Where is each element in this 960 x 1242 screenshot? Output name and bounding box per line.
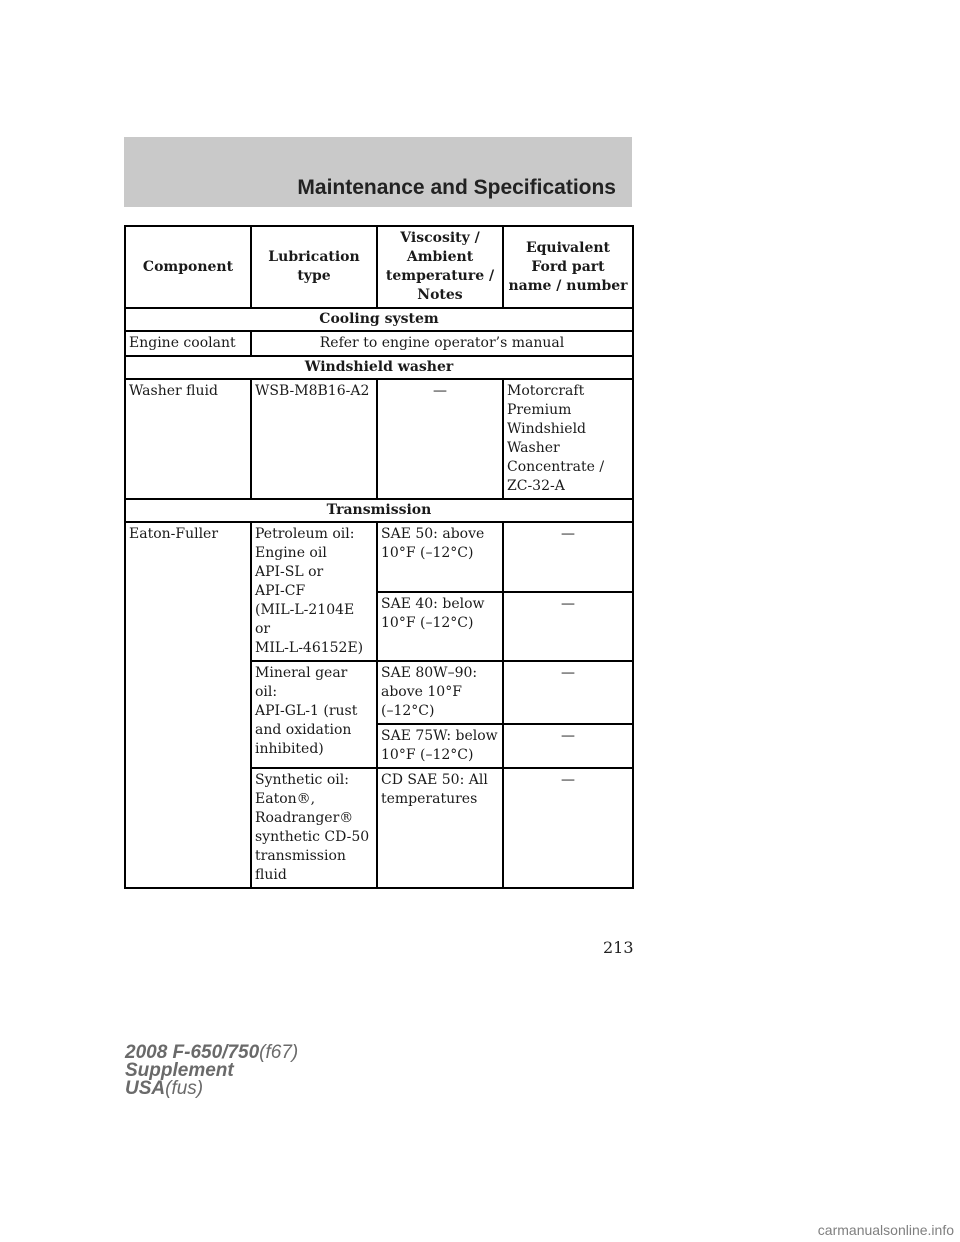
- table-header-row: [125, 226, 633, 308]
- column-header-lubrication-type: Lubrication type: [251, 226, 377, 308]
- lubricant-spec-table: [124, 225, 634, 889]
- cell-ford-part: —: [503, 592, 633, 662]
- cell-lubrication-type: Mineral gear oil: API-GL-1 (rust and oxidation inhibited): [251, 661, 377, 768]
- cell-ford-part: —: [503, 768, 633, 888]
- footer-region-line: [125, 1080, 298, 1098]
- cell-viscosity: CD SAE 50: All temperatures: [377, 768, 503, 888]
- cell-viscosity: SAE 50: above 10°F (–12°C): [377, 522, 503, 592]
- cell-ford-part: —: [503, 724, 633, 768]
- document-footer: [125, 1044, 298, 1098]
- section-label-transmission: Transmission: [125, 499, 633, 522]
- column-header-ford-part: Equivalent Ford part name / number: [503, 226, 633, 308]
- cell-ford-part: —: [503, 522, 633, 592]
- cell-component: Eaton-Fuller: [125, 522, 251, 888]
- table-row: [125, 522, 633, 592]
- section-row-transmission: [125, 499, 633, 522]
- section-header-band: [124, 137, 632, 207]
- footer-region: USA: [125, 1078, 166, 1099]
- page-number: 213: [603, 938, 634, 957]
- cell-viscosity: SAE 40: below 10°F (–12°C): [377, 592, 503, 662]
- cell-lubrication-type: WSB-M8B16-A2: [251, 379, 377, 499]
- cell-note: Refer to engine operator’s manual: [251, 331, 633, 356]
- site-watermark: carmanualsonline.info: [817, 1222, 954, 1238]
- section-title: Maintenance and Specifications: [297, 176, 616, 199]
- footer-model-code: (f67): [259, 1042, 299, 1063]
- cell-component: Washer fluid: [125, 379, 251, 499]
- section-label-washer: Windshield washer: [125, 356, 633, 379]
- table-row: [125, 379, 633, 499]
- cell-ford-part: Motorcraft Premium Windshield Washer Concentrate / ZC-32-A: [503, 379, 633, 499]
- column-header-viscosity: Viscosity / Ambient temperature / Notes: [377, 226, 503, 308]
- cell-lubrication-type: Synthetic oil: Eaton®, Roadranger® synthetic CD-50 transmission fluid: [251, 768, 377, 888]
- section-label-cooling: Cooling system: [125, 308, 633, 331]
- section-row-washer: [125, 356, 633, 379]
- footer-doc: Supplement: [125, 1060, 234, 1081]
- cell-viscosity: SAE 75W: below 10°F (–12°C): [377, 724, 503, 768]
- cell-viscosity: SAE 80W–90: above 10°F (–12°C): [377, 661, 503, 724]
- column-header-component: Component: [125, 226, 251, 308]
- table-row: [125, 331, 633, 356]
- footer-region-code: (fus): [165, 1078, 204, 1099]
- cell-viscosity: —: [377, 379, 503, 499]
- cell-ford-part: —: [503, 661, 633, 724]
- section-row-cooling: [125, 308, 633, 331]
- cell-lubrication-type: Petroleum oil: Engine oil API-SL or API-CF (MIL-L-2104E or MIL-L-46152E): [251, 522, 377, 661]
- footer-model: 2008 F-650/750: [125, 1042, 260, 1063]
- cell-component: Engine coolant: [125, 331, 251, 356]
